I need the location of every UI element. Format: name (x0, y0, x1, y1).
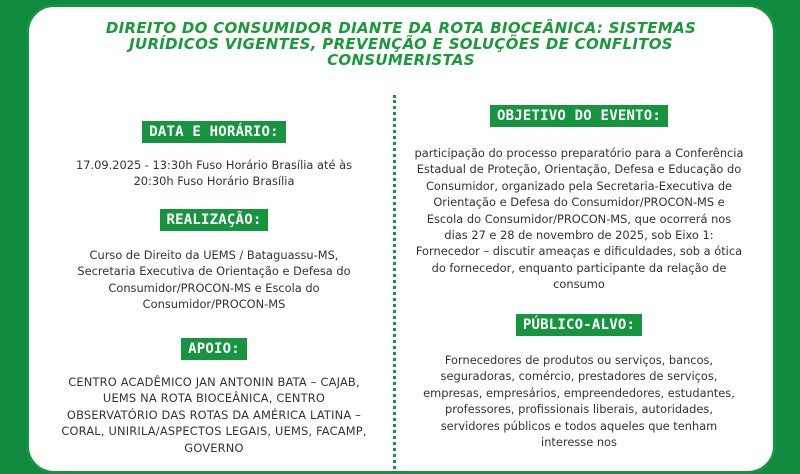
objetivo-label: OBJETIVO DO EVENTO: (490, 105, 668, 127)
realizacao-text: Curso de Direito da UEMS / Bataguassu-MS, Secretaria Executiva de Orientação e Defesa do Consumidor/PROCON-MS e Escola do Consumidor/PROCON-MS (77, 248, 351, 312)
date-label: DATA E HORÁRIO: (142, 121, 285, 143)
apoio-text: CENTRO ACADÊMICO JAN ANTONIN BATA – CAJAB, UEMS NA ROTA BIOCEÂNICA, CENTRO OBSERVATÓRIO DAS ROTAS DA AMÉRICA LATINA – CORAL, UNIRILA/ASPECTOS LEGAIS, UEMS, FACAMP, GOVERNO (61, 375, 367, 455)
publico-text: Fornecedores de produtos ou serviços, bancos, seguradoras, comércio, prestadores de serviços, empresas, empresários, empreendedores, estudantes, professores, profissionais liberais, autoridades, servidores públicos e todos aqueles que tenham interesse nos (423, 353, 735, 450)
apoio-label: APOIO: (181, 338, 247, 360)
date-text: 17.09.2025 - 13:30h Fuso Horário Brasília até às 20:30h Fuso Horário Brasília (75, 158, 353, 189)
date-body (59, 157, 369, 190)
apoio-section (59, 338, 369, 360)
event-card (26, 4, 776, 474)
publico-section (414, 314, 744, 336)
objetivo-section (414, 105, 744, 127)
realizacao-section (59, 209, 369, 231)
apoio-body (59, 374, 369, 456)
realizacao-body (59, 247, 369, 313)
objetivo-body (414, 145, 744, 293)
column-divider (393, 95, 396, 474)
event-title: DIREITO DO CONSUMIDOR DIANTE DA ROTA BIOCEÂNICA: SISTEMAS JURÍDICOS VIGENTES, PREVENÇÃO E SOLUÇÕES DE CONFLITOS CONSUMERISTAS (105, 19, 697, 69)
realizacao-label: REALIZAÇÃO: (160, 209, 269, 231)
objetivo-text: participação do processo preparatório para a Conferência Estadual de Proteção, Orientação, Defesa e Educação do Consumidor, organizado pela Secretaria-Executiva de Orientação e Defesa do Consumidor/PROCON-MS e Escola do Consumidor/PROCON-MS, que ocorrerá nos dias 27 e 28 de novembro de 2025, sob Eixo 1: Fornecedor – discutir ameaças e dificuldades, sob a ótica do fornecedor, enquanto participante da relação de consumo (414, 146, 744, 292)
publico-body (414, 352, 744, 450)
date-section (59, 121, 369, 143)
publico-label: PÚBLICO-ALVO: (516, 314, 642, 336)
